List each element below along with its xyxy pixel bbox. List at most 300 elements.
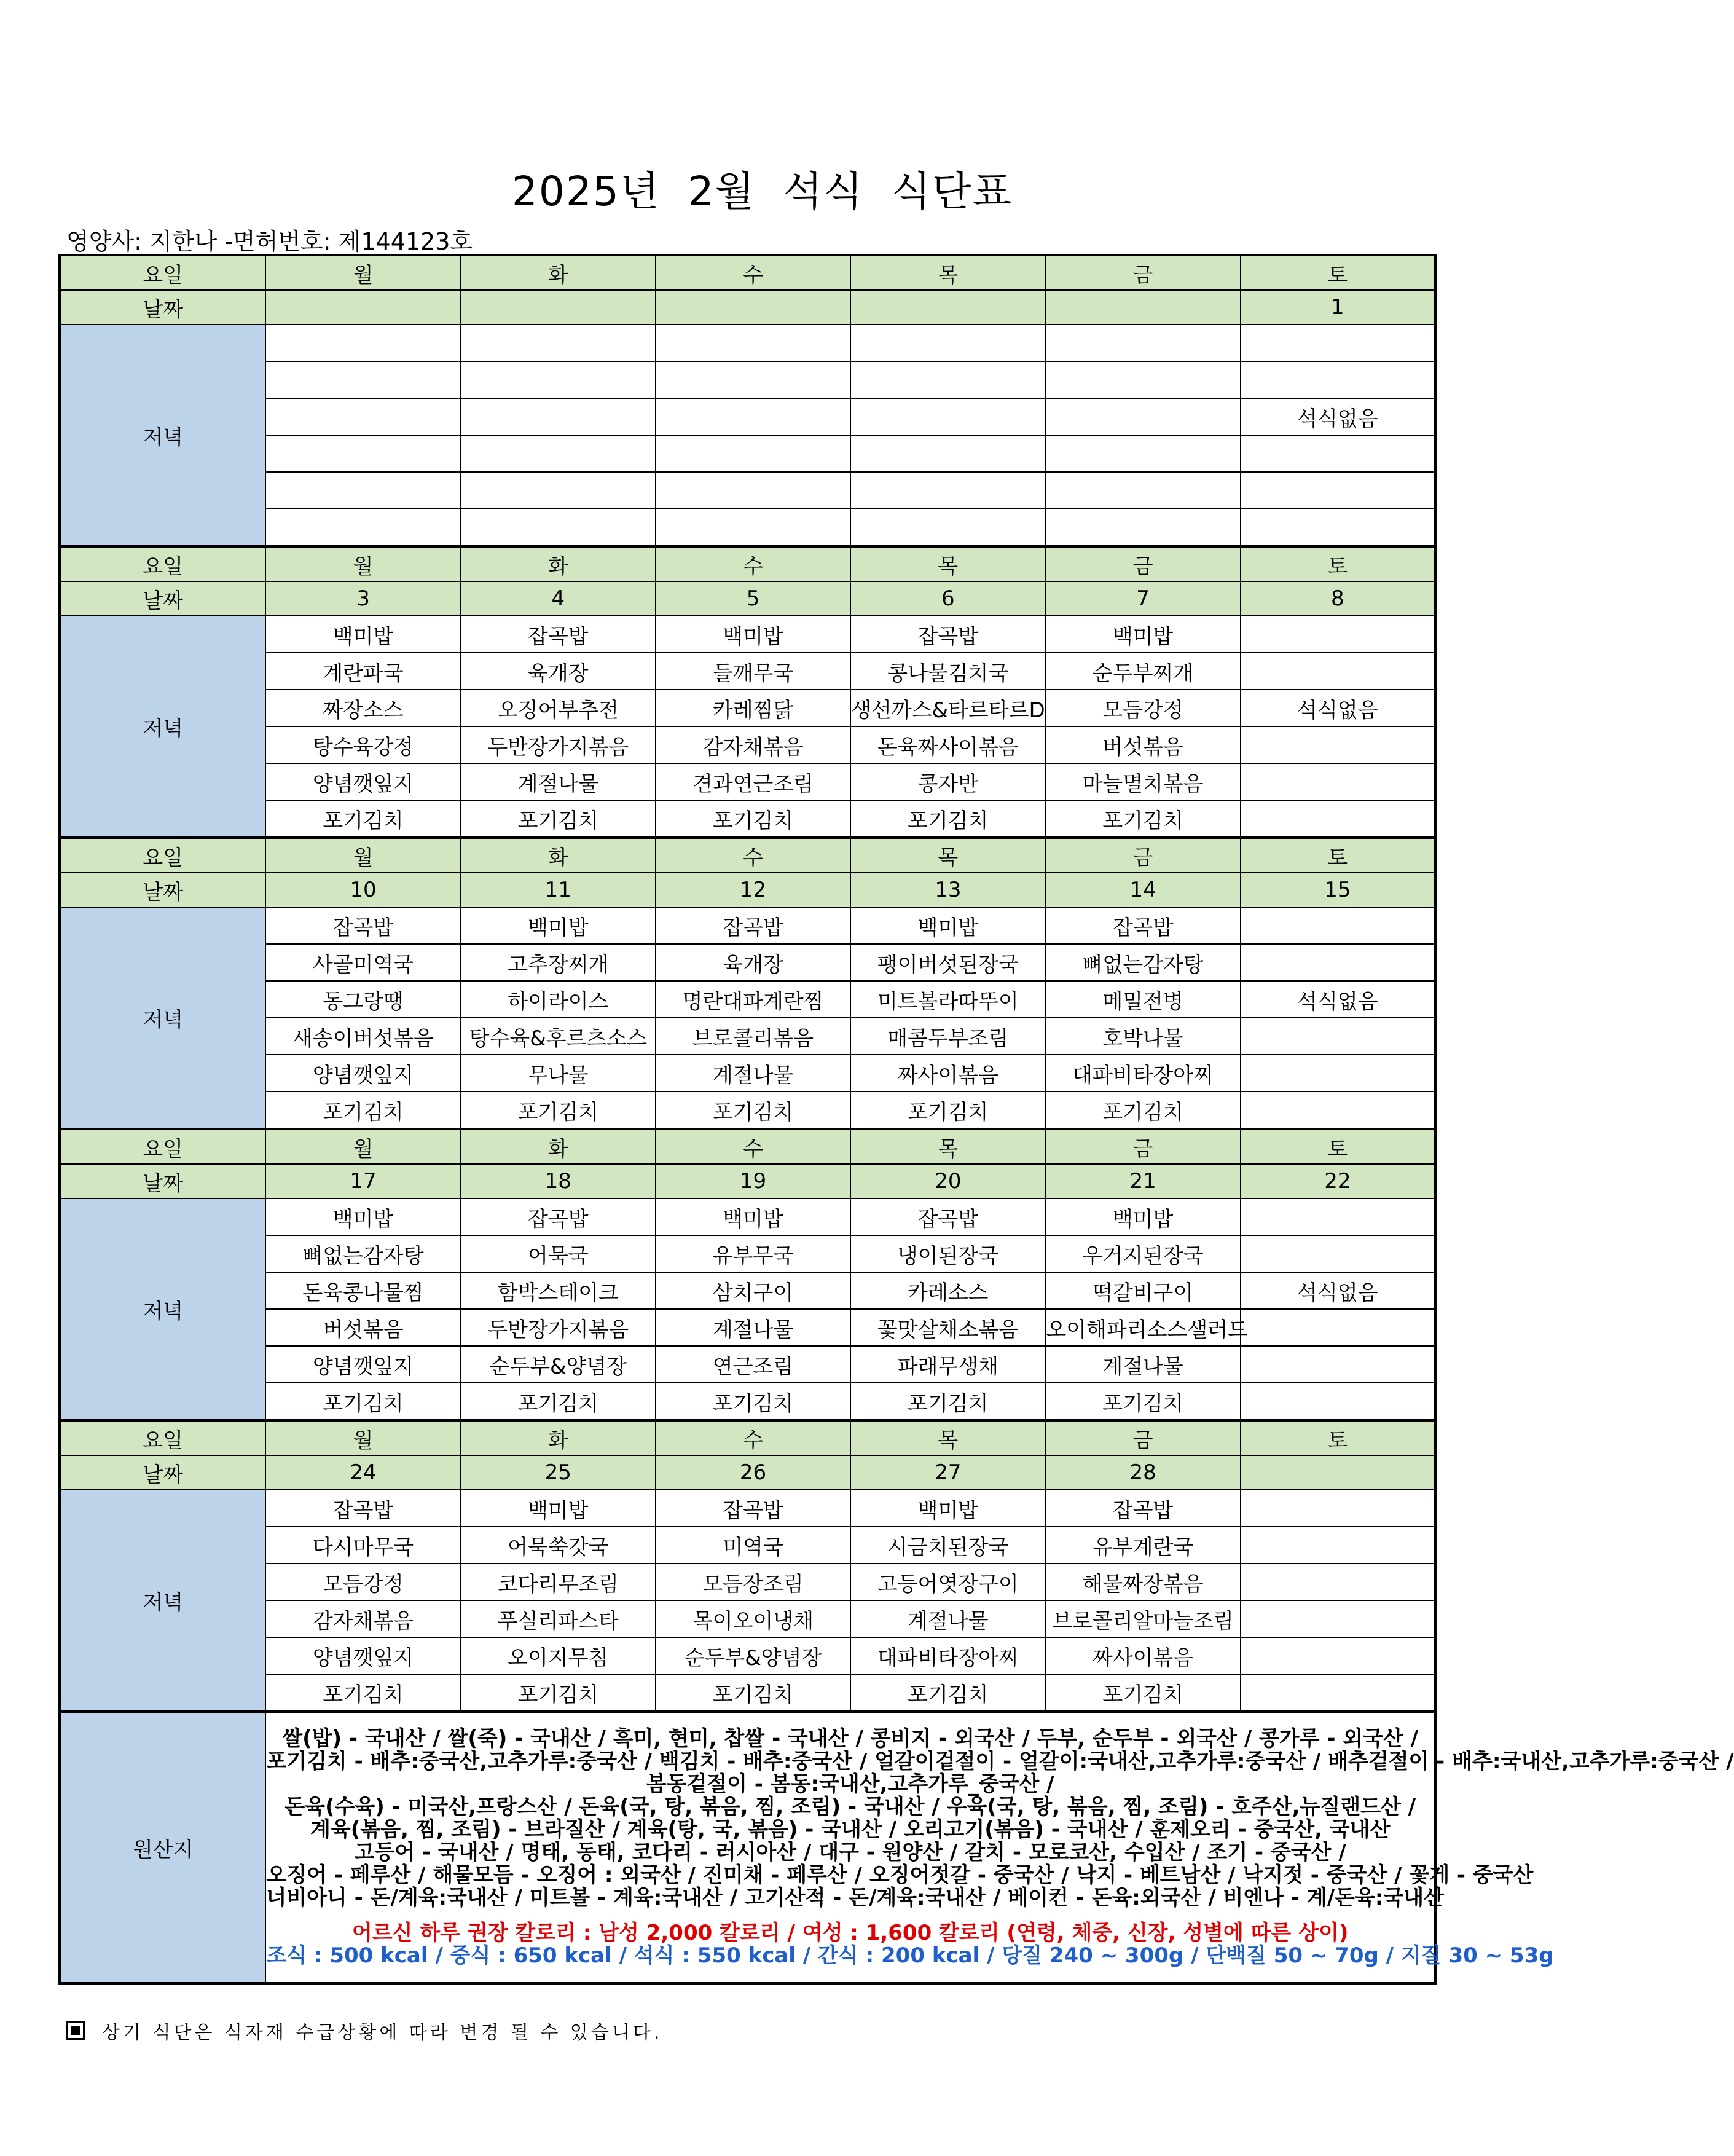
- menu-item-cell: 계절나물: [656, 1055, 850, 1092]
- menu-item-cell: 대파비타장아찌: [1045, 1055, 1240, 1092]
- menu-item-cell: [656, 325, 850, 361]
- menu-item-cell: 계절나물: [850, 1600, 1045, 1637]
- menu-item-cell: 떡갈비구이: [1045, 1272, 1240, 1309]
- menu-item-cell: 해물짜장볶음: [1045, 1564, 1240, 1600]
- weekday-cell: 화: [461, 255, 656, 290]
- menu-item-cell: [1241, 616, 1435, 653]
- menu-item-cell: [1241, 1383, 1435, 1420]
- menu-item-cell: [1045, 325, 1240, 361]
- menu-item-cell: [265, 435, 460, 472]
- menu-item-row: [60, 1674, 1435, 1712]
- menu-item-cell: [1241, 1637, 1435, 1674]
- menu-item-cell: 감자채볶음: [265, 1600, 460, 1637]
- menu-item-cell: 삼치구이: [656, 1272, 850, 1309]
- weekday-header-row: [60, 1420, 1435, 1455]
- menu-item-cell: [461, 361, 656, 398]
- date-label: 날짜: [60, 581, 265, 616]
- menu-item-cell: 잡곡밥: [1045, 907, 1240, 944]
- menu-item-row: [60, 1600, 1435, 1637]
- menu-item-cell: [1241, 1674, 1435, 1712]
- menu-item-cell: [850, 361, 1045, 398]
- menu-item-row: [60, 1346, 1435, 1383]
- footnote-text: 상기 식단은 식자재 수급상황에 따라 변경 될 수 있습니다.: [102, 2022, 663, 2044]
- menu-item-cell: 오이지무침: [461, 1637, 656, 1674]
- menu-item-cell: [1045, 509, 1240, 546]
- menu-item-cell: [1241, 907, 1435, 944]
- menu-item-cell: [1241, 1092, 1435, 1129]
- menu-item-cell: 순두부&양념장: [656, 1637, 850, 1674]
- menu-item-cell: 백미밥: [265, 1198, 460, 1235]
- menu-item-cell: [850, 509, 1045, 546]
- weekday-label: 요일: [60, 255, 265, 290]
- menu-item-cell: 푸실리파스타: [461, 1600, 656, 1637]
- menu-item-cell: 목이오이냉채: [656, 1600, 850, 1637]
- dinner-label: 저녁: [60, 616, 265, 838]
- menu-item-cell: 포기김치: [461, 1092, 656, 1129]
- date-label: 날짜: [60, 1164, 265, 1198]
- menu-item-cell: 포기김치: [850, 1674, 1045, 1712]
- menu-item-cell: 잡곡밥: [461, 616, 656, 653]
- meal-nutrition-info: 조식 : 500 kcal / 중식 : 650 kcal / 석식 : 550 kcal / 간식 : 200 kcal / 당질 240 ~ 300g / 단백질 50 ~ 70g / 지질 30 ~ 53g: [266, 1943, 1554, 1968]
- menu-item-cell: 포기김치: [461, 1674, 656, 1712]
- menu-item-cell: [656, 435, 850, 472]
- menu-item-cell: [461, 509, 656, 546]
- menu-item-cell: 포기김치: [265, 800, 460, 838]
- menu-item-cell: 육개장: [461, 653, 656, 690]
- date-row: [60, 873, 1435, 907]
- menu-item-cell: 유부계란국: [1045, 1527, 1240, 1564]
- menu-item-cell: 포기김치: [461, 800, 656, 838]
- menu-item-cell: [1241, 1527, 1435, 1564]
- menu-item-cell: 포기김치: [850, 1383, 1045, 1420]
- date-cell: 11: [461, 873, 656, 907]
- weekday-cell: 목: [850, 1420, 1045, 1455]
- menu-item-cell: 다시마무국: [265, 1527, 460, 1564]
- weekday-cell: 수: [656, 838, 850, 873]
- date-cell: 14: [1045, 873, 1240, 907]
- weekday-cell: 화: [461, 1129, 656, 1164]
- menu-item-row: [60, 763, 1435, 800]
- menu-item-cell: 동그랑땡: [265, 981, 460, 1018]
- menu-item-cell: 계절나물: [656, 1309, 850, 1346]
- origin-line: 너비아니 - 돈/계육:국내산 / 미트볼 - 계육:국내산 / 고기산적 - 돈/계육:국내산 / 베이컨 - 돈육:외국산 / 비엔나 - 계/돈육:국내산: [266, 1886, 1444, 1910]
- weekday-cell: 토: [1241, 1129, 1435, 1164]
- menu-item-cell: 탕수육강정: [265, 726, 460, 763]
- menu-item-cell: [1045, 435, 1240, 472]
- date-cell: [265, 290, 460, 325]
- menu-item-cell: [656, 509, 850, 546]
- menu-item-cell: [1241, 1600, 1435, 1637]
- menu-item-cell: 육개장: [656, 944, 850, 981]
- menu-item-cell: 양념깻잎지: [265, 1346, 460, 1383]
- menu-item-cell: [850, 398, 1045, 435]
- menu-item-cell: [1045, 361, 1240, 398]
- calorie-recommendation: 어르신 하루 권장 칼로리 : 남성 2,000 칼로리 / 여성 : 1,600 칼로리 (연령, 체중, 신장, 성별에 따른 상이): [351, 1921, 1349, 1945]
- date-cell: 10: [265, 873, 460, 907]
- menu-item-row: [60, 907, 1435, 944]
- menu-item-cell: [850, 435, 1045, 472]
- origin-line: 쌀(밥) - 국내산 / 쌀(죽) - 국내산 / 흑미, 현미, 찹쌀 - 국내산 / 콩비지 - 외국산 / 두부, 순두부 - 외국산 / 콩가루 - 외국산 /: [282, 1726, 1419, 1751]
- menu-item-row: [60, 616, 1435, 653]
- menu-item-row: [60, 398, 1435, 435]
- date-cell: 12: [656, 873, 850, 907]
- menu-item-cell: 백미밥: [850, 907, 1045, 944]
- menu-item-cell: 석식없음: [1241, 398, 1435, 435]
- menu-item-cell: 팽이버섯된장국: [850, 944, 1045, 981]
- menu-item-cell: 브로콜리볶음: [656, 1018, 850, 1055]
- menu-item-cell: 카레소스: [850, 1272, 1045, 1309]
- menu-item-cell: 뼈없는감자탕: [265, 1235, 460, 1272]
- weekday-cell: 월: [265, 546, 460, 581]
- origin-line: 계육(볶음, 찜, 조림) - 브라질산 / 계육(탕, 국, 볶음) - 국내산 / 오리고기(볶음) - 국내산 / 훈제오리 - 중국산, 국내산: [310, 1817, 1391, 1842]
- menu-item-cell: [1045, 472, 1240, 509]
- menu-item-cell: 오징어부추전: [461, 690, 656, 726]
- menu-item-cell: [265, 509, 460, 546]
- menu-item-cell: [1241, 1235, 1435, 1272]
- menu-item-row: [60, 1055, 1435, 1092]
- date-cell: 7: [1045, 581, 1240, 616]
- menu-item-cell: [1241, 1490, 1435, 1527]
- menu-item-cell: 백미밥: [1045, 1198, 1240, 1235]
- menu-item-cell: 포기김치: [850, 800, 1045, 838]
- menu-item-cell: 미역국: [656, 1527, 850, 1564]
- page-title: 2025년 2월 석식 식단표: [511, 168, 1013, 215]
- square-bullet-icon: [66, 2021, 85, 2040]
- menu-item-cell: 백미밥: [265, 616, 460, 653]
- weekday-cell: 금: [1045, 1129, 1240, 1164]
- weekday-cell: 금: [1045, 838, 1240, 873]
- menu-item-cell: 포기김치: [1045, 1092, 1240, 1129]
- menu-item-cell: 마늘멸치볶음: [1045, 763, 1240, 800]
- date-cell: 25: [461, 1455, 656, 1490]
- menu-item-cell: 어묵국: [461, 1235, 656, 1272]
- dinner-label: 저녁: [60, 907, 265, 1129]
- weekday-cell: 목: [850, 838, 1045, 873]
- date-row: [60, 290, 1435, 325]
- menu-item-cell: 포기김치: [656, 800, 850, 838]
- date-row: [60, 581, 1435, 616]
- weekday-label: 요일: [60, 838, 265, 873]
- menu-item-cell: 잡곡밥: [265, 907, 460, 944]
- weekday-cell: 수: [656, 546, 850, 581]
- menu-item-cell: 버섯볶음: [1045, 726, 1240, 763]
- menu-item-cell: [850, 325, 1045, 361]
- menu-item-row: [60, 509, 1435, 546]
- menu-item-row: [60, 325, 1435, 361]
- menu-item-cell: 견과연근조림: [656, 763, 850, 800]
- date-cell: [461, 290, 656, 325]
- date-cell: [850, 290, 1045, 325]
- menu-item-cell: 양념깻잎지: [265, 763, 460, 800]
- menu-item-cell: 백미밥: [656, 1198, 850, 1235]
- menu-item-cell: 사골미역국: [265, 944, 460, 981]
- menu-item-row: [60, 1198, 1435, 1235]
- weekday-cell: 화: [461, 546, 656, 581]
- menu-item-row: [60, 944, 1435, 981]
- menu-item-cell: [1241, 763, 1435, 800]
- origin-line: 포기김치 - 배추:중국산,고추가루:중국산 / 백김치 - 배추:중국산 / 얼갈이겉절이 - 얼갈이:국내산,고추가루:중국산 / 배추겉절이 - 배추:국내산,고추가루:중국산 /: [266, 1749, 1734, 1774]
- date-cell: [1241, 1455, 1435, 1490]
- menu-item-cell: 카레찜닭: [656, 690, 850, 726]
- menu-item-cell: [1241, 361, 1435, 398]
- date-label: 날짜: [60, 873, 265, 907]
- menu-item-cell: 두반장가지볶음: [461, 1309, 656, 1346]
- menu-item-cell: 브로콜리알마늘조림: [1045, 1600, 1240, 1637]
- menu-item-cell: 돈육짜사이볶음: [850, 726, 1045, 763]
- menu-item-cell: 포기김치: [656, 1383, 850, 1420]
- date-cell: 15: [1241, 873, 1435, 907]
- menu-item-cell: 명란대파계란찜: [656, 981, 850, 1018]
- weekday-cell: 토: [1241, 838, 1435, 873]
- menu-item-cell: 석식없음: [1241, 690, 1435, 726]
- menu-item-cell: [850, 472, 1045, 509]
- menu-item-cell: 잡곡밥: [461, 1198, 656, 1235]
- dinner-label: 저녁: [60, 1198, 265, 1420]
- menu-item-cell: 계란파국: [265, 653, 460, 690]
- date-row: [60, 1455, 1435, 1490]
- menu-item-cell: 포기김치: [1045, 1674, 1240, 1712]
- menu-item-row: [60, 981, 1435, 1018]
- menu-item-cell: 잡곡밥: [265, 1490, 460, 1527]
- menu-item-row: [60, 435, 1435, 472]
- menu-item-cell: 미트볼라따뚜이: [850, 981, 1045, 1018]
- date-cell: 26: [656, 1455, 850, 1490]
- dinner-label: 저녁: [60, 1490, 265, 1712]
- menu-item-cell: 포기김치: [1045, 800, 1240, 838]
- menu-item-cell: 유부무국: [656, 1235, 850, 1272]
- weekday-cell: 월: [265, 255, 460, 290]
- date-cell: [1045, 290, 1240, 325]
- menu-item-cell: 석식없음: [1241, 981, 1435, 1018]
- weekday-label: 요일: [60, 1129, 265, 1164]
- menu-item-cell: 고추장찌개: [461, 944, 656, 981]
- menu-item-cell: [1241, 1309, 1435, 1346]
- menu-item-cell: 순두부찌개: [1045, 653, 1240, 690]
- menu-item-row: [60, 1383, 1435, 1420]
- menu-item-cell: [1241, 472, 1435, 509]
- menu-item-cell: 잡곡밥: [656, 907, 850, 944]
- menu-item-cell: 고등어엿장구이: [850, 1564, 1045, 1600]
- weekday-cell: 수: [656, 1129, 850, 1164]
- date-label: 날짜: [60, 290, 265, 325]
- date-cell: 1: [1241, 290, 1435, 325]
- menu-item-cell: 버섯볶음: [265, 1309, 460, 1346]
- menu-item-row: [60, 1490, 1435, 1527]
- menu-item-cell: 모듬장조림: [656, 1564, 850, 1600]
- date-cell: 5: [656, 581, 850, 616]
- menu-item-cell: 포기김치: [656, 1092, 850, 1129]
- menu-item-cell: 어묵쑥갓국: [461, 1527, 656, 1564]
- date-cell: 3: [265, 581, 460, 616]
- menu-item-cell: 계절나물: [461, 763, 656, 800]
- menu-item-cell: 두반장가지볶음: [461, 726, 656, 763]
- menu-item-cell: 계절나물: [1045, 1346, 1240, 1383]
- menu-item-cell: [656, 398, 850, 435]
- menu-item-cell: 잡곡밥: [656, 1490, 850, 1527]
- origin-line: 봄동겉절이 - 봄동:국내산,고추가루_중국산 /: [646, 1772, 1054, 1796]
- menu-item-cell: 백미밥: [850, 1490, 1045, 1527]
- menu-item-cell: 백미밥: [461, 1490, 656, 1527]
- date-cell: 28: [1045, 1455, 1240, 1490]
- menu-item-row: [60, 653, 1435, 690]
- menu-item-cell: 우거지된장국: [1045, 1235, 1240, 1272]
- menu-item-cell: 양념깻잎지: [265, 1637, 460, 1674]
- weekday-header-row: [60, 1129, 1435, 1164]
- menu-item-cell: [265, 398, 460, 435]
- menu-item-cell: 감자채볶음: [656, 726, 850, 763]
- weekday-cell: 수: [656, 255, 850, 290]
- weekday-cell: 화: [461, 1420, 656, 1455]
- menu-item-cell: 포기김치: [265, 1092, 460, 1129]
- weekday-cell: 월: [265, 838, 460, 873]
- date-cell: 18: [461, 1164, 656, 1198]
- menu-item-cell: 양념깻잎지: [265, 1055, 460, 1092]
- menu-item-cell: 시금치된장국: [850, 1527, 1045, 1564]
- menu-item-cell: [1241, 1018, 1435, 1055]
- date-cell: 8: [1241, 581, 1435, 616]
- menu-item-cell: 꽃맛살채소볶음: [850, 1309, 1045, 1346]
- menu-item-cell: 순두부&양념장: [461, 1346, 656, 1383]
- menu-item-cell: 포기김치: [1045, 1383, 1240, 1420]
- weekday-cell: 월: [265, 1420, 460, 1455]
- menu-item-cell: [461, 472, 656, 509]
- menu-item-cell: 함박스테이크: [461, 1272, 656, 1309]
- menu-item-cell: 포기김치: [265, 1383, 460, 1420]
- menu-item-cell: 짜장소스: [265, 690, 460, 726]
- menu-item-cell: 포기김치: [850, 1092, 1045, 1129]
- menu-item-row: [60, 1527, 1435, 1564]
- menu-item-cell: [1241, 653, 1435, 690]
- date-cell: 21: [1045, 1164, 1240, 1198]
- menu-item-cell: 잡곡밥: [850, 616, 1045, 653]
- date-cell: 24: [265, 1455, 460, 1490]
- weekday-cell: 토: [1241, 546, 1435, 581]
- origin-line: 오징어 - 페루산 / 해물모듬 - 오징어 : 외국산 / 진미채 - 페루산 / 오징어젓갈 - 중국산 / 낙지 - 베트남산 / 낙지젓 - 중국산 / 꽃게 - 중국산: [266, 1863, 1534, 1887]
- menu-item-cell: 백미밥: [656, 616, 850, 653]
- date-cell: 17: [265, 1164, 460, 1198]
- menu-item-cell: 파래무생채: [850, 1346, 1045, 1383]
- menu-item-cell: [1241, 1346, 1435, 1383]
- menu-item-cell: 백미밥: [1045, 616, 1240, 653]
- menu-item-cell: 모듬강정: [1045, 690, 1240, 726]
- weekday-cell: 금: [1045, 546, 1240, 581]
- origin-line: 고등어 - 국내산 / 명태, 동태, 코다리 - 러시아산 / 대구 - 원양산 / 갈치 - 모로코산, 수입산 / 조기 - 중국산 /: [354, 1840, 1346, 1865]
- weekday-cell: 목: [850, 255, 1045, 290]
- origin-label: 원산지: [60, 1712, 265, 1983]
- menu-item-cell: [265, 325, 460, 361]
- menu-item-cell: [1241, 325, 1435, 361]
- menu-item-cell: [1241, 1055, 1435, 1092]
- menu-item-cell: 코다리무조림: [461, 1564, 656, 1600]
- weekday-header-row: [60, 838, 1435, 873]
- menu-item-row: [60, 1309, 1435, 1346]
- menu-item-cell: [1045, 398, 1240, 435]
- weekday-cell: 토: [1241, 255, 1435, 290]
- menu-item-cell: [461, 435, 656, 472]
- weekday-cell: 목: [850, 1129, 1045, 1164]
- weekday-header-row: [60, 255, 1435, 290]
- menu-item-row: [60, 1018, 1435, 1055]
- menu-item-row: [60, 1564, 1435, 1600]
- origin-row: [60, 1712, 1435, 1983]
- menu-item-cell: 새송이버섯볶음: [265, 1018, 460, 1055]
- weekday-label: 요일: [60, 546, 265, 581]
- menu-item-cell: [1241, 726, 1435, 763]
- weekday-header-row: [60, 546, 1435, 581]
- weekday-label: 요일: [60, 1420, 265, 1455]
- weekday-cell: 수: [656, 1420, 850, 1455]
- menu-item-cell: 포기김치: [656, 1674, 850, 1712]
- menu-item-cell: 연근조림: [656, 1346, 850, 1383]
- menu-item-cell: 탕수육&후르츠소스: [461, 1018, 656, 1055]
- menu-item-row: [60, 1235, 1435, 1272]
- weekday-cell: 금: [1045, 1420, 1240, 1455]
- menu-item-row: [60, 726, 1435, 763]
- menu-item-cell: 짜사이볶음: [850, 1055, 1045, 1092]
- menu-item-cell: 생선까스&타르타르D: [850, 690, 1045, 726]
- menu-item-cell: [265, 361, 460, 398]
- menu-item-cell: [1241, 1198, 1435, 1235]
- date-cell: 13: [850, 873, 1045, 907]
- footnote: [66, 2017, 662, 2044]
- menu-item-cell: [1241, 800, 1435, 838]
- menu-item-cell: [461, 398, 656, 435]
- menu-item-cell: 콩나물김치국: [850, 653, 1045, 690]
- menu-item-cell: [461, 325, 656, 361]
- menu-item-cell: 포기김치: [265, 1674, 460, 1712]
- menu-item-cell: 잡곡밥: [850, 1198, 1045, 1235]
- date-row: [60, 1164, 1435, 1198]
- menu-item-cell: 호박나물: [1045, 1018, 1240, 1055]
- origin-info: [265, 1712, 1734, 1983]
- date-cell: 20: [850, 1164, 1045, 1198]
- menu-item-cell: 콩자반: [850, 763, 1045, 800]
- menu-item-cell: 돈육콩나물찜: [265, 1272, 460, 1309]
- menu-item-cell: 메밀전병: [1045, 981, 1240, 1018]
- menu-item-cell: [656, 361, 850, 398]
- menu-item-cell: 포기김치: [461, 1383, 656, 1420]
- weekday-cell: 토: [1241, 1420, 1435, 1455]
- nutritionist-info: 영양사: 지한나 -면허번호: 제144123호: [66, 228, 473, 255]
- menu-item-row: [60, 361, 1435, 398]
- menu-item-cell: 대파비타장아찌: [850, 1637, 1045, 1674]
- menu-item-row: [60, 690, 1435, 726]
- menu-item-cell: 백미밥: [461, 907, 656, 944]
- menu-item-cell: 모듬강정: [265, 1564, 460, 1600]
- menu-item-row: [60, 1092, 1435, 1129]
- menu-item-cell: [656, 472, 850, 509]
- menu-item-cell: 뼈없는감자탕: [1045, 944, 1240, 981]
- menu-item-cell: 무나물: [461, 1055, 656, 1092]
- menu-item-row: [60, 472, 1435, 509]
- menu-item-cell: 하이라이스: [461, 981, 656, 1018]
- menu-item-row: [60, 1637, 1435, 1674]
- weekday-cell: 화: [461, 838, 656, 873]
- date-label: 날짜: [60, 1455, 265, 1490]
- menu-item-cell: [1241, 509, 1435, 546]
- menu-item-row: [60, 1272, 1435, 1309]
- weekday-cell: 목: [850, 546, 1045, 581]
- date-cell: 22: [1241, 1164, 1435, 1198]
- date-cell: 27: [850, 1455, 1045, 1490]
- menu-item-cell: 잡곡밥: [1045, 1490, 1240, 1527]
- date-cell: 4: [461, 581, 656, 616]
- menu-item-cell: [1241, 1564, 1435, 1600]
- origin-line: 돈육(수육) - 미국산,프랑스산 / 돈육(국, 탕, 볶음, 찜, 조림) - 국내산 / 우육(국, 탕, 볶음, 찜, 조림) - 호주산,뉴질랜드산 /: [284, 1795, 1416, 1819]
- menu-item-cell: 오이해파리소스샐러드: [1045, 1309, 1240, 1346]
- dinner-label: 저녁: [60, 325, 265, 546]
- weekday-cell: 월: [265, 1129, 460, 1164]
